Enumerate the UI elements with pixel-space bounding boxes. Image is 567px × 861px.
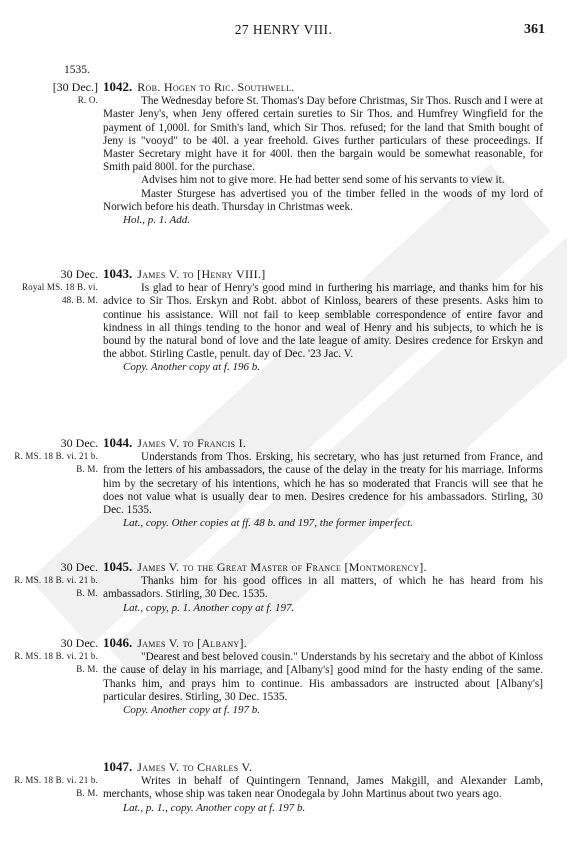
- entry-title: James V. to the Great Master of France [Montmorency].: [137, 560, 427, 574]
- entry-number: 1044.: [103, 435, 133, 450]
- entry-heading: [103, 760, 543, 774]
- entry-margin: [12, 268, 98, 307]
- entry-paragraph: "Dearest and best beloved cousin." Understands by his secretary and the abbot of Kinloss the cause of delay in his marriage, and [Albany's] good mind for the hasty ending of the same. Thanks him, and prays him to continue. His ambassadors are instructed about [Albany's] particular desires. Stirling, 30 Dec. 1535.: [103, 651, 543, 703]
- entry-source: R. O.: [77, 95, 98, 105]
- entry-title: James V. to [Albany].: [137, 636, 248, 650]
- entry-number: 1045.: [103, 559, 133, 574]
- entry-source: Royal MS. 18 B. vi. 48. B. M.: [21, 282, 98, 305]
- entry-source: R. MS. 18 B. vi. 21 b. B. M.: [14, 451, 98, 474]
- entry-body: [103, 267, 543, 375]
- entry-heading: [103, 636, 543, 650]
- entry-paragraph: Understands from Thos. Ersking, his secretary, who has just returned from France, and from the letters of his ambassadors, the cause of the delay in the treaty for his marriage. Informs him by the secretary of his intentions, which he has so moderated that Francis will see that he does not value what is usually dear to men. Desires credence for his ambassadors. Stirling, 30 Dec. 1535.: [103, 451, 543, 517]
- entry-date: 30 Dec.: [60, 560, 98, 574]
- entry-margin: [12, 81, 98, 107]
- entry-number: 1047.: [103, 759, 133, 774]
- entry-body: [103, 760, 543, 815]
- entry-note: Copy. Another copy at f. 197 b.: [123, 704, 260, 717]
- entry-heading: [103, 560, 543, 574]
- entry-heading: [103, 80, 543, 94]
- entry-source: R. MS. 18 B. vi. 21 b. B. M.: [14, 651, 98, 674]
- entry-source: R. MS. 18 B. vi. 21 b. B. M.: [14, 775, 98, 798]
- entry-title: James V. to Charles V.: [137, 760, 253, 774]
- entry-title: James V. to [Henry VIII.]: [137, 267, 266, 281]
- entry-number: 1046.: [103, 635, 133, 650]
- year-marker: 1535.: [64, 64, 90, 76]
- entry-date: 30 Dec.: [60, 267, 98, 281]
- entry-body: [103, 80, 543, 227]
- entry-margin: [12, 561, 98, 600]
- entry-date: [30 Dec.]: [52, 80, 98, 94]
- entry-paragraph: Writes in behalf of Quintingern Tennand, James Makgill, and Alexander Lamb, merchants, whose ship was taken near Onodegala by John Martinus about two years ago.: [103, 775, 543, 801]
- entry-number: 1043.: [103, 266, 133, 281]
- entry-paragraph: The Wednesday before St. Thomas's Day before Christmas, Sir Thos. Rusch and I were at Master Jeny's, when Jeny offered certain sureties to Sir Thos. and Humfrey Wingfield for the payment of 1,000l. for Smith's land, which Sir Thos. refused; for the land that Smith bought of Jeny is "vooyd" to be 40l. a year freehold. Gives further particulars of these proceedings. If Master Secretary might have it for 400l. then the bargain would be somewhat reasonable, for Smith paid 800l. for the purchase.: [103, 95, 543, 174]
- entry-note: Lat., copy. Other copies at ff. 48 b. and 197, the former imperfect.: [123, 517, 413, 530]
- entry-date: 30 Dec.: [60, 636, 98, 650]
- entry-paragraph: Thanks him for his good offices in all matters, of which he has heard from his ambassadors. Stirling, 30 Dec. 1535.: [103, 575, 543, 601]
- entry-note: Copy. Another copy at f. 196 b.: [123, 361, 260, 374]
- running-title: 27 HENRY VIII.: [234, 22, 333, 37]
- entry-heading: [103, 436, 543, 450]
- entry-title: Rob. Hogen to Ric. Southwell.: [137, 80, 295, 94]
- entry-note: Hol., p. 1. Add.: [123, 214, 191, 227]
- entry-margin: [12, 637, 98, 676]
- entry-heading: [103, 267, 543, 281]
- entry-title: James V. to Francis I.: [137, 436, 247, 450]
- entry-body: [103, 636, 543, 717]
- entry-margin: [12, 437, 98, 476]
- entry-paragraph: Master Sturgese has advertised you of the timber felled in the woods of my lord of Norwich before his death. Thursday in Christmas week.: [103, 187, 543, 213]
- page-number: 361: [524, 22, 545, 37]
- entry-source: R. MS. 18 B. vi. 21 b. B. M.: [14, 575, 98, 598]
- entry-paragraph: Is glad to hear of Henry's good mind in furthering his marriage, and thanks him for his advice to Sir Thos. Erskyn and Robt. abbot of Kinloss, bearers of these presents. Asks him to continue his assistance. Will not fail to keep semblable correspondence of entire favor and kindness in all things tending to the honor and weal of Henry and his subjects, to which he is bound by the natural bond of love and the late league of amity. Desires credence for Erskyn and the abbot. Stirling Castle, penult. day of Dec. '23 Jac. V.: [103, 282, 543, 361]
- entry-body: [103, 436, 543, 530]
- page-header: [0, 22, 567, 42]
- entry-body: [103, 560, 543, 615]
- entry-note: Lat., p. 1., copy. Another copy at f. 197 b.: [123, 801, 306, 814]
- entry-number: 1042.: [103, 79, 133, 94]
- entry-margin: [12, 774, 98, 800]
- entry-note: Lat., copy, p. 1. Another copy at f. 197.: [123, 601, 295, 614]
- entry-date: 30 Dec.: [60, 436, 98, 450]
- entry-paragraph: Advises him not to give more. He had better send some of his servants to view it.: [141, 174, 505, 187]
